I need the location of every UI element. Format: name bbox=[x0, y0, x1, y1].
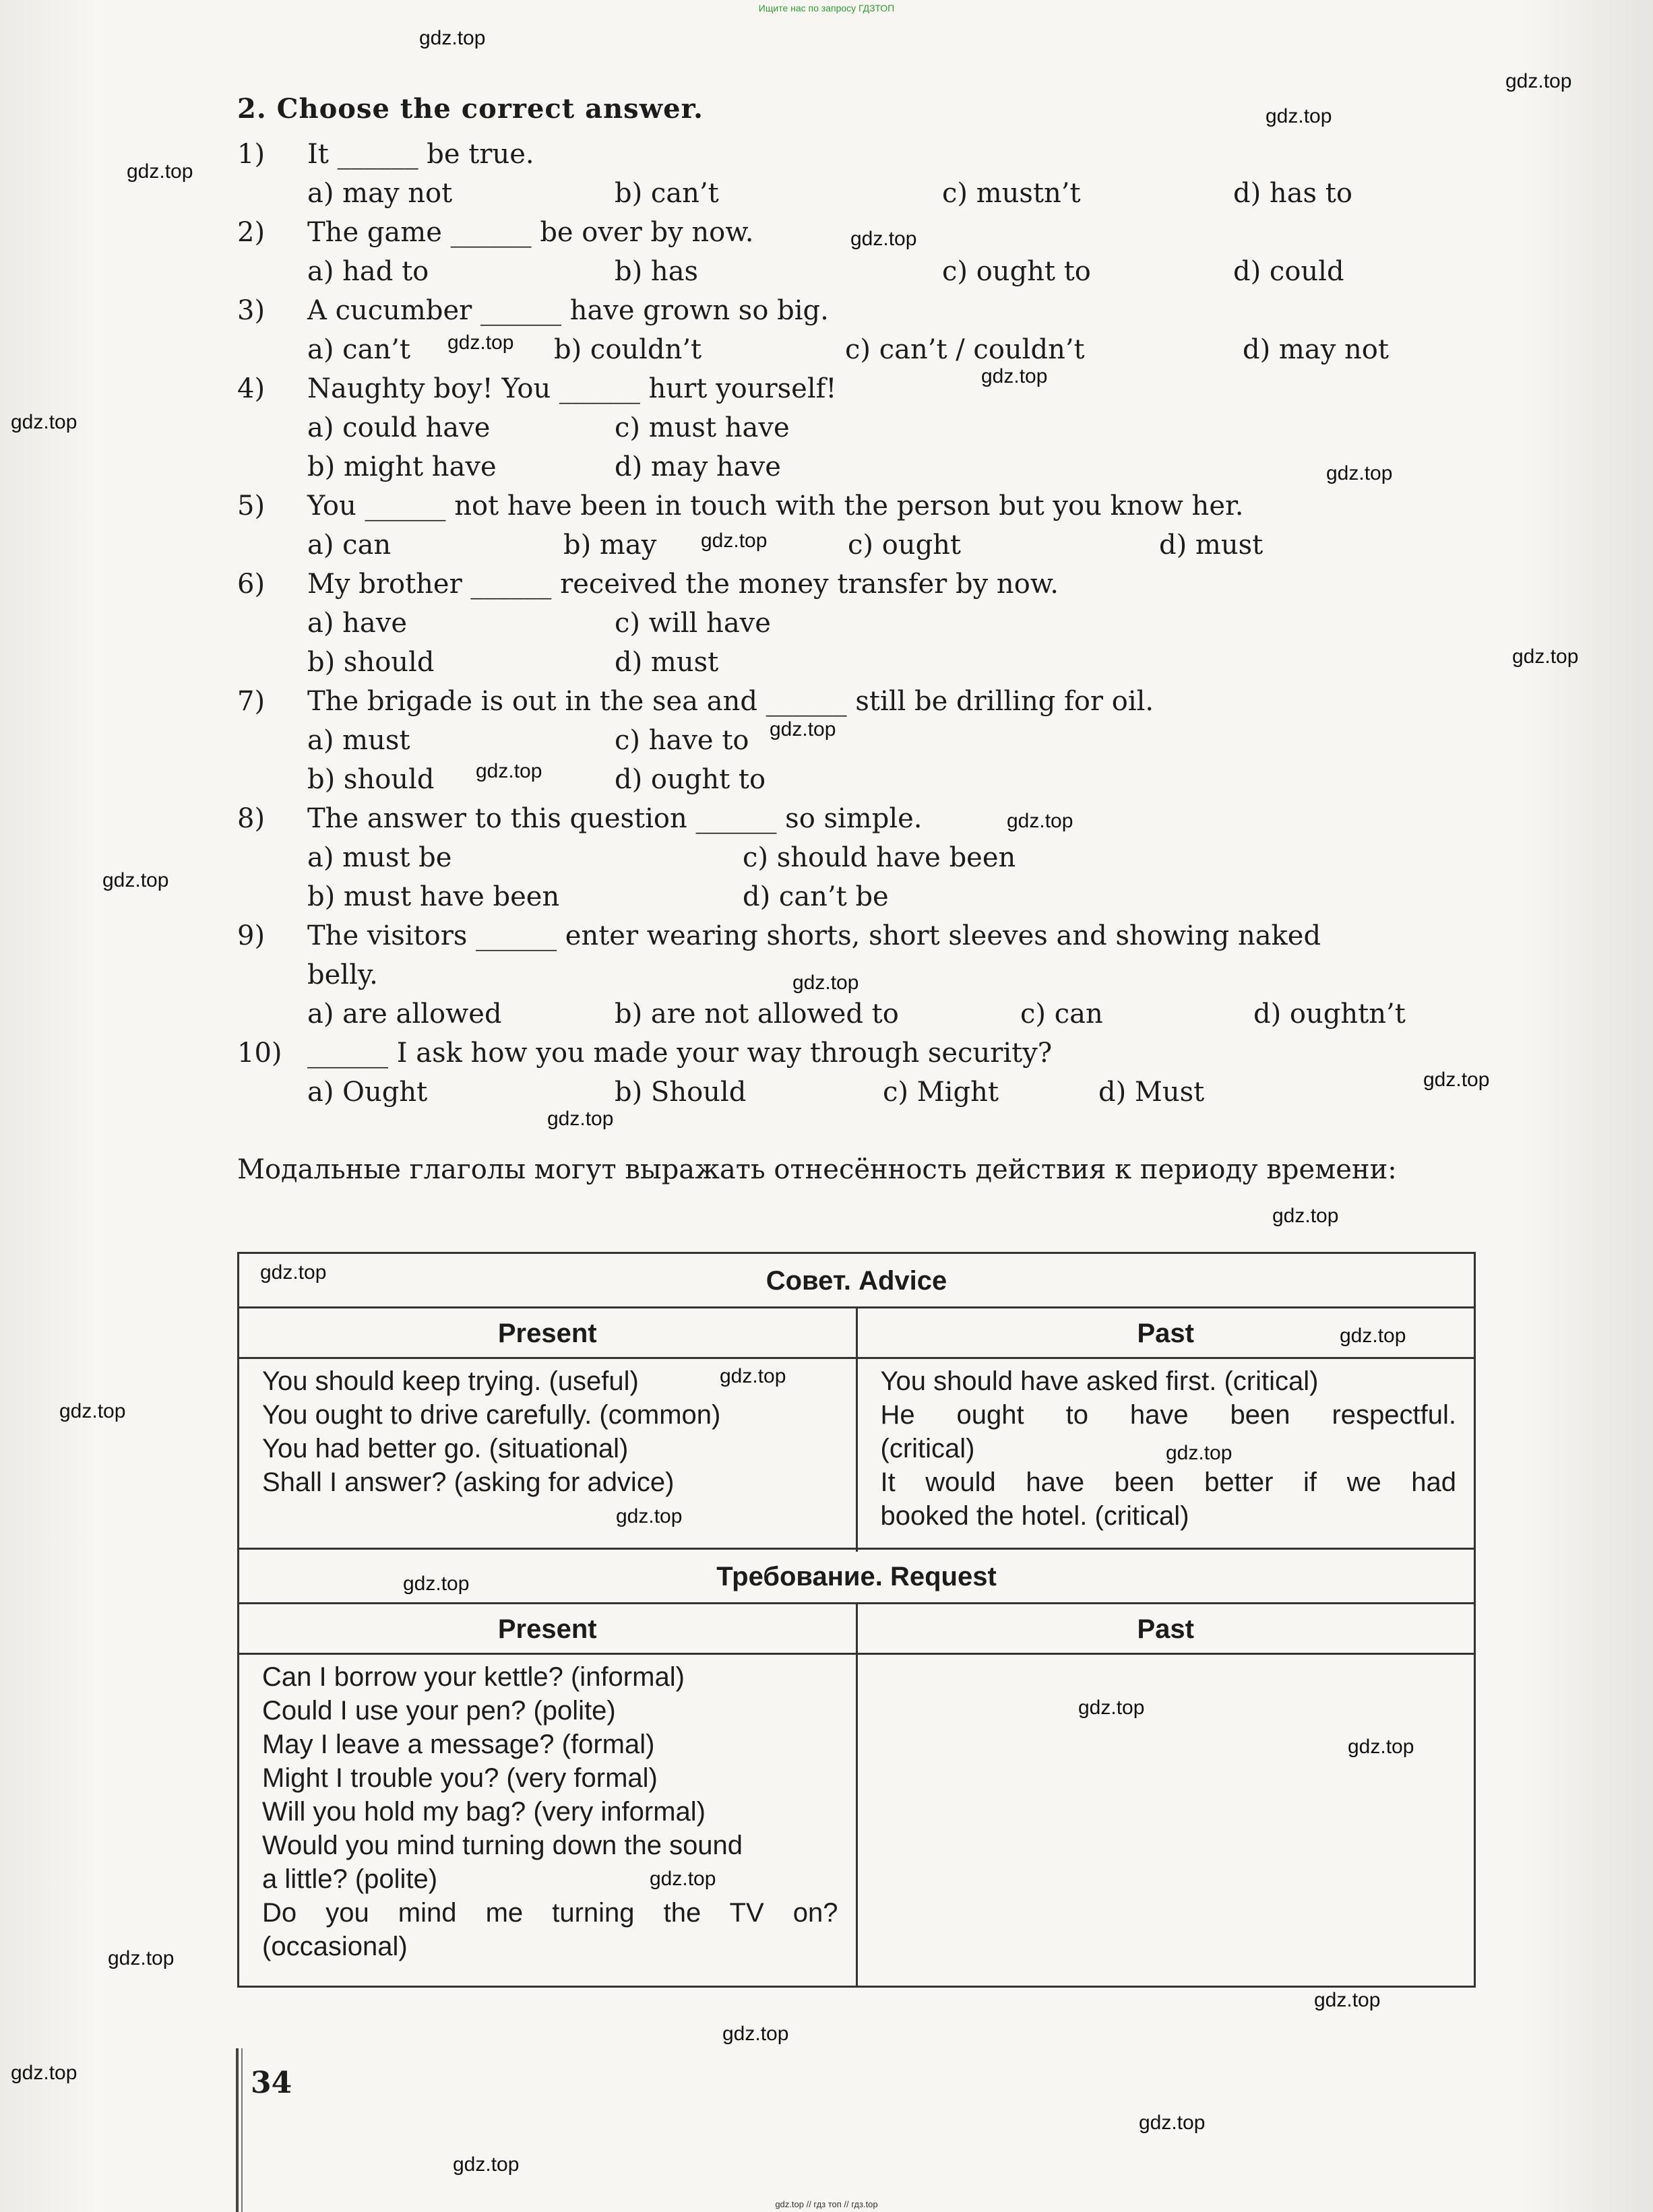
option: c) have to bbox=[615, 725, 749, 756]
page-margin-line bbox=[241, 2048, 243, 2212]
option: a) could have bbox=[307, 412, 491, 443]
option: a) can bbox=[307, 530, 392, 561]
question bbox=[237, 1038, 1052, 1069]
option: a) have bbox=[307, 608, 408, 639]
request-table-title: Требование. Request bbox=[239, 1550, 1474, 1604]
option: d) has to bbox=[1233, 178, 1352, 209]
request-head-present: Present bbox=[239, 1604, 858, 1653]
watermark: gdz.top bbox=[1423, 1069, 1490, 1091]
request-past-column bbox=[858, 1655, 1474, 1988]
option: b) has bbox=[615, 256, 699, 287]
advice-table bbox=[237, 1252, 1476, 1550]
question-text: My brother ______ received the money transfer by now. bbox=[307, 569, 1059, 600]
option: c) must have bbox=[615, 412, 790, 443]
watermark: gdz.top bbox=[1139, 2112, 1206, 2134]
question-number: 10) bbox=[237, 1038, 282, 1069]
watermark: gdz.top bbox=[11, 411, 77, 433]
question-number: 7) bbox=[237, 686, 266, 717]
option: a) must bbox=[307, 725, 410, 756]
watermark: gdz.top bbox=[1348, 1736, 1414, 1758]
question bbox=[237, 217, 753, 248]
option: d) must bbox=[1159, 530, 1264, 561]
question-text: ______ I ask how you made your way through security? bbox=[307, 1038, 1053, 1069]
page-margin-line bbox=[236, 2048, 239, 2212]
question-number: 6) bbox=[237, 569, 266, 600]
page-number: 34 bbox=[251, 2066, 292, 2100]
watermark: gdz.top bbox=[1512, 645, 1579, 668]
option: d) could bbox=[1233, 256, 1344, 287]
request-table-body bbox=[239, 1655, 1474, 1988]
watermark: gdz.top bbox=[547, 1108, 614, 1130]
example-line: You had better go. (situational) bbox=[262, 1434, 629, 1463]
watermark: gdz.top bbox=[850, 228, 917, 250]
option: d) can’t be bbox=[743, 881, 889, 912]
option: b) may bbox=[563, 530, 657, 561]
example-line: Would you mind turning down the sound bbox=[262, 1831, 743, 1860]
bottom-banner: gdz.top // гдз топ // гдз.top bbox=[775, 2199, 878, 2209]
exercise-title: 2. Choose the correct answer. bbox=[237, 93, 704, 125]
top-banner: Ищите нас по запросу ГДЗТОП bbox=[758, 3, 895, 13]
example-line: Will you hold my bag? (very informal) bbox=[262, 1797, 706, 1827]
watermark: gdz.top bbox=[1340, 1325, 1406, 1347]
question bbox=[237, 569, 1059, 600]
watermark: gdz.top bbox=[127, 160, 193, 183]
option: d) may not bbox=[1243, 334, 1389, 365]
example-line: It would have been better if we had bbox=[880, 1467, 1456, 1497]
option: b) should bbox=[307, 764, 435, 795]
option: c) ought bbox=[848, 530, 962, 561]
theory-paragraph: Модальные глаголы могут выражать отнесённость действия к периоду времени: bbox=[237, 1154, 1397, 1185]
question-text: A cucumber ______ have grown so big. bbox=[307, 295, 829, 326]
advice-table-body bbox=[239, 1359, 1474, 1552]
question bbox=[237, 920, 1321, 951]
example-line: May I leave a message? (formal) bbox=[262, 1730, 655, 1759]
watermark: gdz.top bbox=[108, 1947, 175, 1969]
question-number: 5) bbox=[237, 491, 266, 522]
watermark: gdz.top bbox=[59, 1400, 126, 1422]
question-number: 9) bbox=[237, 920, 266, 951]
request-present-column bbox=[239, 1655, 858, 1988]
watermark: gdz.top bbox=[650, 1868, 716, 1890]
question-text: Naughty boy! You ______ hurt yourself! bbox=[307, 373, 837, 404]
question-text: The visitors ______ enter wearing shorts, short sleeves and showing naked bbox=[307, 920, 1321, 951]
option: a) Ought bbox=[307, 1077, 428, 1108]
watermark: gdz.top bbox=[1007, 810, 1073, 832]
option: c) can bbox=[1020, 999, 1103, 1030]
watermark: gdz.top bbox=[1166, 1442, 1233, 1464]
watermark: gdz.top bbox=[453, 2153, 520, 2176]
option: a) had to bbox=[307, 256, 429, 287]
question-number: 1) bbox=[237, 139, 266, 170]
watermark: gdz.top bbox=[1326, 462, 1393, 484]
question-text-continued: belly. bbox=[307, 959, 378, 990]
option: c) ought to bbox=[942, 256, 1091, 287]
watermark: gdz.top bbox=[701, 530, 768, 552]
option: c) should have been bbox=[743, 842, 1016, 873]
question bbox=[237, 686, 1154, 717]
option: b) couldn’t bbox=[554, 334, 702, 365]
option: b) must have been bbox=[307, 881, 560, 912]
example-line: You ought to drive carefully. (common) bbox=[262, 1400, 721, 1430]
example-line: You should keep trying. (useful) bbox=[262, 1366, 639, 1396]
request-table bbox=[237, 1550, 1476, 1988]
option: a) are allowed bbox=[307, 999, 502, 1030]
option: d) oughtn’t bbox=[1253, 999, 1406, 1030]
example-line: a little? (polite) bbox=[262, 1864, 438, 1894]
option: d) ought to bbox=[615, 764, 766, 795]
question bbox=[237, 373, 837, 404]
watermark: gdz.top bbox=[476, 760, 542, 782]
option: d) may have bbox=[615, 451, 781, 482]
question-number: 8) bbox=[237, 803, 266, 834]
watermark: gdz.top bbox=[1314, 1989, 1381, 2011]
option: c) mustn’t bbox=[942, 178, 1081, 209]
advice-table-header bbox=[239, 1308, 1474, 1359]
option: a) may not bbox=[307, 178, 453, 209]
example-line: Can I borrow your kettle? (informal) bbox=[262, 1662, 685, 1692]
example-line: (occasional) bbox=[262, 1932, 408, 1961]
option: c) Might bbox=[883, 1077, 999, 1108]
example-line: You should have asked first. (critical) bbox=[880, 1366, 1319, 1396]
question-text: You ______ not have been in touch with the person but you know her. bbox=[307, 491, 1244, 522]
option: b) Should bbox=[615, 1077, 747, 1108]
option: b) should bbox=[307, 647, 435, 678]
example-line: booked the hotel. (critical) bbox=[880, 1501, 1189, 1531]
request-table-header bbox=[239, 1604, 1474, 1655]
advice-head-present: Present bbox=[239, 1308, 858, 1357]
watermark: gdz.top bbox=[1272, 1205, 1339, 1227]
question bbox=[237, 491, 1243, 522]
question bbox=[237, 295, 829, 326]
watermark: gdz.top bbox=[981, 365, 1048, 387]
option: d) Must bbox=[1098, 1077, 1205, 1108]
question-text: The answer to this question ______ so simple. bbox=[307, 803, 923, 834]
option: c) will have bbox=[615, 608, 771, 639]
question-number: 2) bbox=[237, 217, 266, 248]
option: a) must be bbox=[307, 842, 452, 873]
option: d) must bbox=[615, 647, 719, 678]
question-number: 4) bbox=[237, 373, 266, 404]
question-text: It ______ be true. bbox=[307, 139, 534, 170]
watermark: gdz.top bbox=[403, 1573, 470, 1595]
advice-past-column bbox=[858, 1359, 1474, 1552]
watermark: gdz.top bbox=[1505, 70, 1572, 92]
question-text: The brigade is out in the sea and ______ still be drilling for oil. bbox=[307, 686, 1154, 717]
option: a) can’t bbox=[307, 334, 410, 365]
watermark: gdz.top bbox=[260, 1261, 327, 1284]
example-line: Could I use your pen? (polite) bbox=[262, 1696, 616, 1726]
watermark: gdz.top bbox=[720, 1365, 786, 1387]
example-line: Do you mind me turning the TV on? bbox=[262, 1898, 838, 1928]
advice-table-title: Совет. Advice bbox=[239, 1254, 1474, 1308]
option: b) might have bbox=[307, 451, 497, 482]
watermark: gdz.top bbox=[11, 2062, 77, 2084]
example-line: (critical) bbox=[880, 1434, 975, 1463]
question bbox=[237, 803, 923, 834]
option: b) are not allowed to bbox=[615, 999, 899, 1030]
advice-present-column bbox=[239, 1359, 858, 1552]
example-line: He ought to have been respectful. bbox=[880, 1400, 1456, 1430]
example-line: Might I trouble you? (very formal) bbox=[262, 1763, 658, 1793]
option: c) can’t / couldn’t bbox=[845, 334, 1085, 365]
watermark: gdz.top bbox=[616, 1505, 683, 1527]
request-head-past: Past bbox=[1137, 1614, 1194, 1644]
question-number: 3) bbox=[237, 295, 266, 326]
watermark: gdz.top bbox=[447, 331, 514, 354]
watermark: gdz.top bbox=[722, 2023, 789, 2045]
question-text: The game ______ be over by now. bbox=[307, 217, 754, 248]
option: b) can’t bbox=[615, 178, 719, 209]
example-line: Shall I answer? (asking for advice) bbox=[262, 1467, 675, 1497]
advice-head-past: Past bbox=[1137, 1319, 1194, 1348]
watermark: gdz.top bbox=[792, 972, 859, 994]
question bbox=[237, 139, 534, 170]
watermark: gdz.top bbox=[419, 27, 486, 49]
watermark: gdz.top bbox=[102, 869, 169, 891]
watermark: gdz.top bbox=[1266, 105, 1332, 127]
watermark: gdz.top bbox=[1078, 1697, 1145, 1719]
watermark: gdz.top bbox=[770, 718, 836, 740]
